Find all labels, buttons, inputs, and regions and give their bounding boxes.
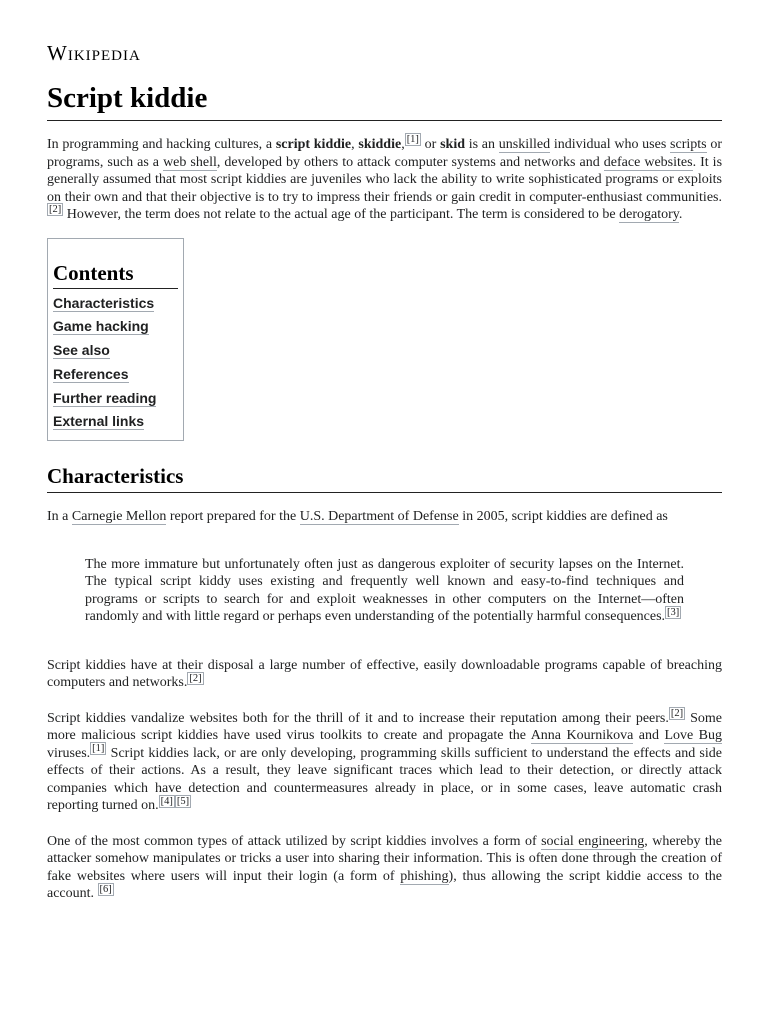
toc-item-external-links[interactable]: External links — [53, 413, 145, 430]
wiki-link[interactable]: U.S. Department of Defense — [299, 509, 459, 525]
bold-term: skid — [440, 137, 465, 152]
section-paragraph — [47, 508, 722, 526]
text-run: is an — [465, 137, 499, 152]
wiki-link[interactable]: phishing — [400, 868, 449, 884]
citation-link[interactable]: [4] — [160, 795, 173, 807]
wiki-link[interactable]: Anna Kournikova — [530, 728, 634, 744]
text-run: Script kiddies have at their disposal a large number of effective, easily downloadable programs capable of breaching computers and networks. — [47, 657, 722, 691]
wiki-link[interactable]: derogatory — [619, 207, 679, 222]
text-run: individual who uses — [550, 137, 671, 152]
text-run: or — [420, 137, 441, 152]
table-of-contents — [47, 238, 184, 442]
citation-link[interactable]: [3] — [667, 606, 680, 618]
text-run: Script kiddies vandalize websites both for the thrill of it and to increase their reputation among their peers. — [47, 710, 669, 726]
wiki-link[interactable]: scripts — [670, 137, 707, 152]
citation-link[interactable]: [2] — [189, 672, 202, 684]
toc-item-characteristics[interactable]: Characteristics — [53, 294, 155, 311]
citation-link[interactable]: [6] — [99, 883, 112, 895]
text-run: ), thus allowing the script kiddie access to the account. — [47, 868, 722, 902]
text-run: One of the most common types of attack utilized by script kiddies involves a form of — [47, 833, 542, 849]
wiki-link[interactable]: unskilled — [498, 137, 551, 152]
toc-item-further-reading[interactable]: Further reading — [53, 389, 157, 406]
wiki-link[interactable]: Carnegie Mellon — [71, 509, 167, 525]
text-run: Some more malicious script kiddies have used virus toolkits to create and propagate the — [47, 710, 722, 744]
citation-link[interactable]: [5] — [176, 795, 190, 807]
text-run: report prepared for the — [166, 509, 300, 525]
section-heading-characteristics: Characteristics — [47, 463, 722, 493]
lead-paragraph — [47, 136, 722, 224]
toc-title: Contents — [53, 261, 178, 289]
wikipedia-wordmark[interactable]: Wikipedia — [47, 41, 141, 65]
citation-link[interactable]: [1] — [92, 743, 105, 755]
text-run: . — [678, 207, 683, 222]
text-run: In a — [47, 509, 72, 525]
bold-term: skiddie — [358, 137, 402, 152]
toc-item-see-also[interactable]: See also — [53, 342, 110, 359]
wiki-link[interactable]: Love Bug — [664, 728, 723, 744]
text-run: , — [351, 137, 359, 152]
section-paragraph — [47, 833, 722, 903]
wiki-link[interactable]: social engineering — [541, 833, 645, 849]
citation-link[interactable]: [2] — [49, 204, 62, 216]
quote-text: The more immature but unfortunately often just as dangerous exploiter of security lapses on the Internet. The typical script kiddy uses existing and frequently well known and easy-to-find techniques and programs or scripts to search for and exploit weaknesses in other computers on the Internet—often randomly and with little regard or perhaps even understanding of the potentially harmful consequences. — [85, 556, 684, 625]
bold-term: script kiddie — [275, 137, 352, 152]
text-run: , — [401, 137, 405, 152]
citation-link[interactable]: [1] — [406, 134, 419, 146]
block-quote — [85, 556, 684, 626]
article-page — [47, 40, 722, 903]
toc-item-game-hacking[interactable]: Game hacking — [53, 318, 149, 335]
text-run: , whereby the attacker somehow manipulates or tricks a user into sharing their information. This is often done through the creation of fake websites where users will input their login (a form of — [47, 833, 722, 884]
text-run: , developed by others to attack computer systems and networks and — [216, 154, 604, 170]
section-paragraph — [47, 710, 722, 815]
wiki-link[interactable]: deface websites — [603, 154, 693, 170]
toc-item-references[interactable]: References — [53, 365, 129, 382]
wiki-link[interactable]: web shell — [163, 154, 217, 170]
text-run: Script kiddies lack, or are only developing, programming skills sufficient to understand the effects and side effects of their actions. As a result, they leave significant traces which lead to their detection, or directly attack companies which have detection and countermeasures already in place, or in some cases, leave automatic crash reporting turned on. — [47, 745, 722, 814]
text-run: In programming and hacking cultures, a — [47, 137, 276, 152]
text-run: or programs, such as a — [47, 137, 722, 170]
text-run: However, the term does not relate to the actual age of the participant. The term is considered to be — [63, 207, 620, 222]
text-run: in 2005, script kiddies are defined as — [458, 509, 668, 525]
text-run: . It is generally assumed that most script kiddies are juveniles who lack the ability to write sophisticated programs or exploits on their own and that their objective is to try to impress their friends or gain credit in computer-enthusiast communities. — [47, 154, 723, 205]
page-title: Script kiddie — [47, 80, 722, 121]
citation-link[interactable]: [2] — [670, 708, 684, 720]
text-run: viruses. — [47, 745, 91, 761]
section-paragraph — [47, 657, 722, 692]
text-run: and — [633, 728, 665, 744]
